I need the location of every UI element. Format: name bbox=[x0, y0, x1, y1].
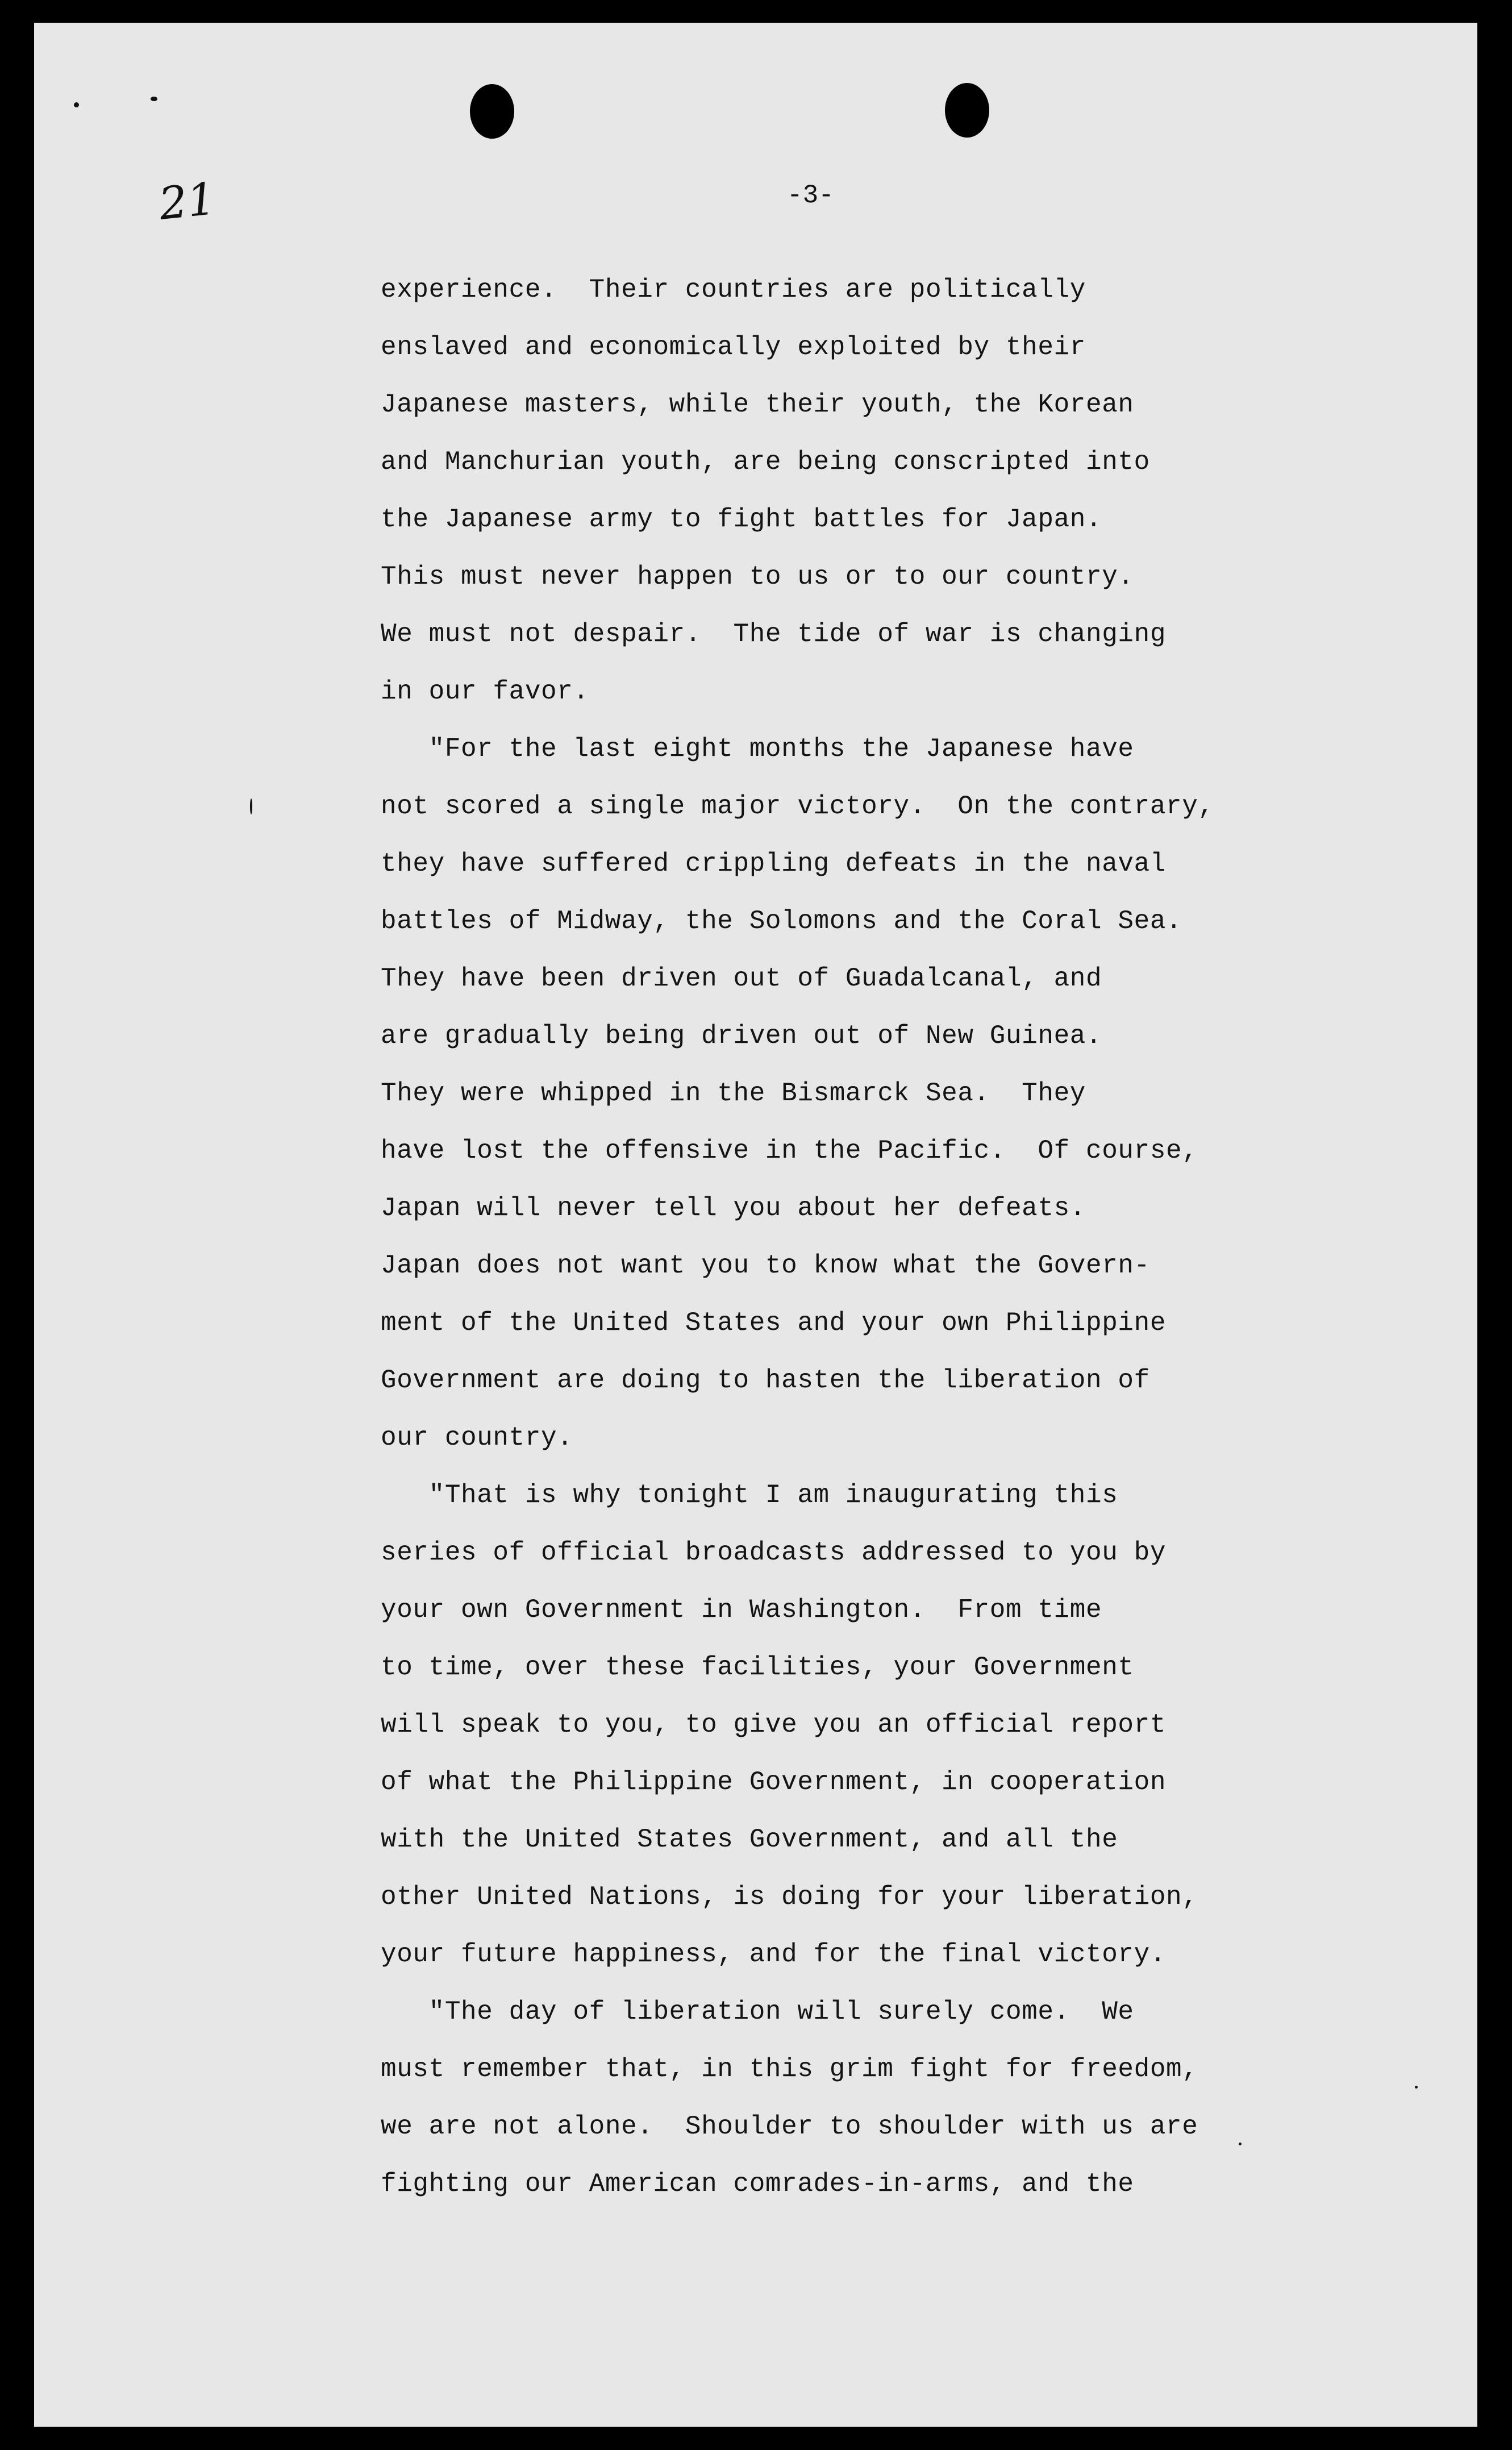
text-line: our country. bbox=[381, 1423, 573, 1453]
text-line: they have suffered crippling defeats in the naval bbox=[381, 849, 1167, 879]
text-line: other United Nations, is doing for your liberation, bbox=[381, 1882, 1198, 1912]
text-line: "That is why tonight I am inaugurating this bbox=[381, 1480, 1118, 1510]
text-line: with the United States Government, and all the bbox=[381, 1825, 1118, 1854]
text-line: enslaved and economically exploited by their bbox=[381, 332, 1086, 362]
text-line: of what the Philippine Government, in cooperation bbox=[381, 1767, 1167, 1797]
text-line: We must not despair. The tide of war is changing bbox=[381, 619, 1167, 649]
text-line: will speak to you, to give you an official report bbox=[381, 1710, 1167, 1740]
folio-mark: 21 bbox=[156, 173, 218, 230]
text-line: your future happiness, and for the final victory. bbox=[381, 1940, 1167, 1969]
text-line: series of official broadcasts addressed to you by bbox=[381, 1538, 1167, 1567]
body-text bbox=[381, 261, 1403, 2213]
text-line: ment of the United States and your own Philippine bbox=[381, 1308, 1167, 1338]
punch-hole-right bbox=[945, 83, 989, 138]
text-line: not scored a single major victory. On the contrary, bbox=[381, 792, 1214, 821]
page-number: -3- bbox=[787, 181, 834, 210]
text-line: the Japanese army to fight battles for Japan. bbox=[381, 505, 1102, 534]
document-page bbox=[34, 23, 1477, 2427]
text-line: must remember that, in this grim fight for freedom, bbox=[381, 2054, 1198, 2084]
text-line: Japanese masters, while their youth, the Korean bbox=[381, 390, 1134, 419]
speck bbox=[250, 798, 252, 814]
text-line: "The day of liberation will surely come. We bbox=[381, 1997, 1134, 2027]
text-line: we are not alone. Shoulder to shoulder with us are bbox=[381, 2112, 1198, 2141]
text-line: Japan will never tell you about her defeats. bbox=[381, 1193, 1086, 1223]
text-line: experience. Their countries are politically bbox=[381, 275, 1086, 305]
text-line: "For the last eight months the Japanese have bbox=[381, 734, 1134, 764]
text-line: battles of Midway, the Solomons and the Coral Sea. bbox=[381, 906, 1182, 936]
text-line: to time, over these facilities, your Government bbox=[381, 1653, 1134, 1682]
text-line: and Manchurian youth, are being conscripted into bbox=[381, 447, 1150, 477]
text-line: in our favor. bbox=[381, 677, 589, 706]
text-line: have lost the offensive in the Pacific. Of course, bbox=[381, 1136, 1198, 1166]
text-line: fighting our American comrades-in-arms, and the bbox=[381, 2169, 1134, 2199]
text-line: are gradually being driven out of New Guinea. bbox=[381, 1021, 1102, 1051]
text-line: Government are doing to hasten the liberation of bbox=[381, 1366, 1150, 1395]
text-line: This must never happen to us or to our country. bbox=[381, 562, 1134, 592]
speck bbox=[151, 97, 157, 101]
text-line: They have been driven out of Guadalcanal, and bbox=[381, 964, 1102, 993]
text-line: your own Government in Washington. From time bbox=[381, 1595, 1102, 1625]
text-line: Japan does not want you to know what the Govern- bbox=[381, 1251, 1150, 1280]
punch-hole-left bbox=[470, 84, 514, 139]
text-line: They were whipped in the Bismarck Sea. They bbox=[381, 1079, 1086, 1108]
speck bbox=[74, 102, 79, 107]
speck bbox=[1415, 2086, 1418, 2089]
